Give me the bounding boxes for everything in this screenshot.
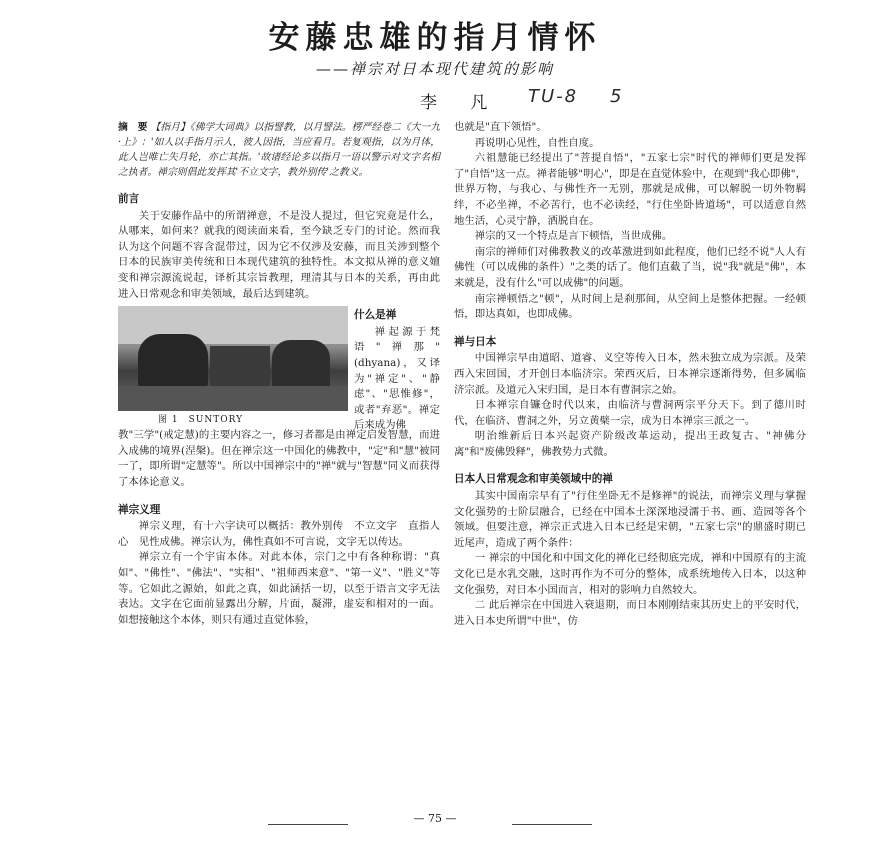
right-column [454, 120, 806, 629]
footer-rule-right [512, 824, 592, 825]
abstract-text: 【指月】《佛学大词典》以指譬教，以月譬法。楞严经卷二《大一九·上》：'如人以手指月示人，彼人因指，当应看月。若复观指，以为月体，此人岂唯亡失月轮，亦亡其指。'故诸经论多以指月一语以警示对文字名相之执者。禅宗则倡此发挥其'不立文字，教外别传'之教义。 [118, 122, 440, 178]
zen-doctrine-heading: 禅宗义理 [118, 503, 161, 516]
abstract-label: 摘 要 [118, 122, 148, 133]
article-title: 安藤忠雄的指月情怀 [268, 20, 602, 56]
daily-paragraph-1: 其实中国南宗早有了"行住坐卧无不是修禅"的说法，而禅宗义理与掌握文化强势的士阶层融合，已经在中国本土深深地浸濡于书、画、造园等各个领域。但要注意，禅宗正式进入日本已经是宋朝，"五家七宗"的鼎盛时期已近尾声，造成了两个条件： [454, 490, 806, 549]
zen-doctrine-paragraph-1: 禅宗义理，有十六字诀可以概括：教外别传 不立文字 直指人心 见性成佛。禅宗认为，佛性真如不可言说，文字无以传达。 [118, 520, 440, 548]
suntory-building-photo [118, 306, 348, 411]
what-is-zen-continuation: 教"三学"(戒定慧)的主要内容之一，修习者都是由禅定启发智慧，而进入成佛的境界(涅槃)。但在禅宗这一中国化的佛教中，"定"和"慧"被同一了，即所谓"定慧等"。所以中国禅宗中的"禅"就与"智慧"同义而获得了本体论意义。 [118, 429, 440, 488]
abstract [118, 120, 440, 180]
zen-japan-paragraph-3: 明治维新后日本兴起资产阶级改革运动，提出王政复古、"神佛分离"和"废佛毁释"，佛教势力式微。 [454, 430, 806, 458]
right-paragraph-2: 六祖慧能已经提出了"菩提自悟"，"五家七宗"时代的禅师们更是发挥了"自悟"这一点。禅者能够"明心"，即是在直觉体验中，在观到"我心即佛"，世界万物，与我心、与佛性齐一无别，那就是成佛，可以解脱一切外物羁绊，不必坐禅，不必苦行，也不必读经，"行住坐卧皆道场"，可以适意自然地生活，心灵宁静，洒脱自在。 [454, 152, 806, 227]
preface-heading: 前言 [118, 193, 140, 205]
daily-paragraph-2: 一 禅宗的中国化和中国文化的禅化已经彻底完成，禅和中国原有的主流文化已是水乳交融，这时再作为不可分的整体，成系统地传入日本，以这种文化强势，对日本小国而言，相对的影响力自然较大。 [454, 552, 806, 596]
handwritten-note-2: 5 [610, 86, 622, 107]
right-paragraph-3: 禅宗的又一个特点是言下顿悟，当世成佛。 [474, 230, 673, 243]
daily-paragraph-3: 二 此后禅宗在中国进入衰退期，而日本刚刚结束其历史上的平安时代，进入日本史所谓"中世"，仿 [454, 599, 806, 627]
zen-japan-paragraph-1: 中国禅宗早由道昭、道睿、义空等传入日本，然未独立成为宗派。及荣西入宋回国，才开创日本临济宗。荣西灭后，日本禅宗逐渐得势，但多属临济宗派。及道元入宋归国，是日本有曹洞宗之始。 [454, 352, 806, 396]
right-paragraph-5: 南宗禅顿悟之"顿"，从时间上是刹那间，从空间上是整体把握。一经顿悟，即达真如，也即成佛。 [454, 292, 806, 321]
left-column [118, 120, 440, 628]
page-number: — 75 — [413, 812, 457, 825]
zen-japan-paragraph-2: 日本禅宗自镰仓时代以来，由临济与曹洞两宗平分天下。到了德川时代，在临济、曹洞之外，另立黄檗一宗，成为日本禅宗三派之一。 [454, 399, 806, 427]
zen-doctrine-paragraph-2: 禅宗立有一个宇宙本体。对此本体，宗门之中有各种称谓："真如"、"佛性"、"佛法"、"实相"、"祖师西来意"、"第一义"、"胜义"等等。它如此之源始，如此之真，如此涵括一切，以至于语言文字无法表达。文字在它面前显露出分解，片面，凝滞，虚妄和相对的一面。如想接触这个本体，则只有通过直觉体验， [118, 551, 440, 626]
preface-paragraph: 关于安藤作品中的所谓禅意，不是没人提过，但它究竟是什么，从哪来，如何来？就我的阅读面来看，至今缺乏专门的讨论。然而我认为这个问题不容含混带过，因为它不仅涉及安藤，而且关涉到整个日本的民族审美传统和日本现代建筑的独特性。本文拟从禅的意义嬗变和禅宗源流说起，译析其宗旨教理，理清其与日本的关系，再由此进入日常观念和审美领域，最后达到建筑。 [118, 209, 440, 300]
figure-caption: 图 1 SUNTORY [158, 415, 244, 426]
handwritten-note: TU-8 [528, 86, 579, 107]
figure-block [118, 306, 440, 432]
what-is-zen-side-paragraph: 禅起源于梵语"禅那"(dhyana)，又译为"禅定"、"静虑"、"思惟修"，或者"弃恶"。禅定后来成为佛 [354, 325, 440, 432]
daily-aesthetics-heading: 日本人日常观念和审美领域中的禅 [454, 473, 613, 486]
what-is-zen-heading: 什么是禅 [354, 309, 397, 322]
footer-rule-left [268, 824, 348, 825]
figure-side-text [354, 306, 440, 434]
right-paragraph-0: 也就是"直下领悟"。 [454, 121, 547, 133]
zen-and-japan-heading: 禅与日本 [454, 335, 497, 348]
author-name: 李 凡 [420, 93, 502, 113]
article-subtitle: ——禅宗对日本现代建筑的影响 [315, 60, 554, 78]
right-paragraph-4: 南宗的禅师们对佛教教义的改革激进到如此程度，他们已经不说"人人有佛性（可以成佛的条件）"之类的话了。他们直截了当，说"我"就是"佛"，本来就是，没有什么"可以成佛"的问题。 [454, 245, 806, 289]
right-paragraph-1: 再说明心见性，自性自度。 [474, 136, 600, 149]
